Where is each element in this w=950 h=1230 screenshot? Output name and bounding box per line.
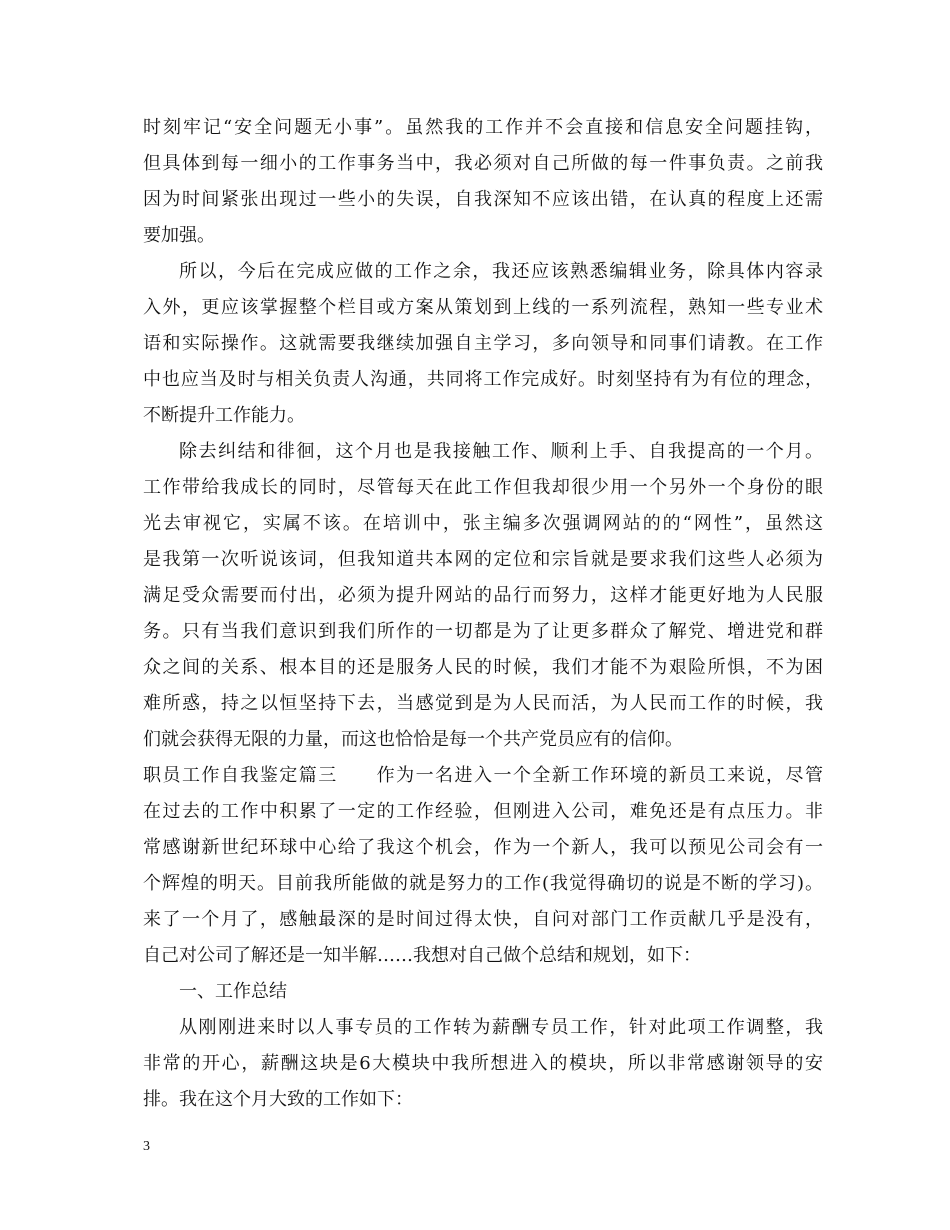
text-line: 难所惑，持之以恒坚持下去，当感觉到是为人民而活，为人民而工作的时候，我 <box>143 693 823 714</box>
text-line: 满足受众需要而付出，必须为提升网站的品行而努力，这样才能更好地为人民服 <box>143 585 823 606</box>
text-line: 时刻牢记“安全问题无小事”。虽然我的工作并不会直接和信息安全问题挂钩， <box>143 117 823 138</box>
page-number: 3 <box>143 1139 150 1154</box>
section-heading-line: 职员工作自我鉴定篇三 作为一名进入一个全新工作环境的新员工来说，尽管 <box>143 765 823 786</box>
paragraph-first-line: 所以，今后在完成应做的工作之余，我还应该熟悉编辑业务，除具体内容录 <box>179 261 823 282</box>
text-line: 因为时间紧张出现过一些小的失误，自我深知不应该出错，在认真的程度上还需 <box>143 189 823 210</box>
paragraph-first-line: 除去纠结和徘徊，这个月也是我接触工作、顺利上手、自我提高的一个月。 <box>179 441 823 462</box>
text-line: 个辉煌的明天。目前我所能做的就是努力的工作(我觉得确切的说是不断的学习)。 <box>143 873 823 894</box>
text-line: 中也应当及时与相关负责人沟通，共同将工作完成好。时刻坚持有为有位的理念， <box>143 369 823 390</box>
text-line: 光去审视它，实属不该。在培训中，张主编多次强调网站的的“网性”，虽然这 <box>143 513 823 534</box>
text-line: 不断提升工作能力。 <box>143 405 305 426</box>
text-line: 是我第一次听说该词，但我知道共本网的定位和宗旨就是要求我们这些人必须为 <box>143 549 823 570</box>
text-line: 自己对公司了解还是一知半解……我想对自己做个总结和规划，如下： <box>143 945 701 966</box>
text-line: 入外，更应该掌握整个栏目或方案从策划到上线的一系列流程，熟知一些专业术 <box>143 297 823 318</box>
text-line: 排。我在这个月大致的工作如下： <box>143 1089 413 1110</box>
text-line: 来了一个月了，感触最深的是时间过得太快，自问对部门工作贡献几乎是没有， <box>143 909 823 930</box>
text-line: 但具体到每一细小的工作事务当中，我必须对自己所做的每一件事负责。之前我 <box>143 153 823 174</box>
text-line: 众之间的关系、根本目的还是服务人民的时候，我们才能不为艰险所惧，不为困 <box>143 657 823 678</box>
text-line: 语和实际操作。这就需要我继续加强自主学习，多向领导和同事们请教。在工作 <box>143 333 823 354</box>
text-line: 在过去的工作中积累了一定的工作经验，但刚进入公司，难免还是有点压力。非 <box>143 801 823 822</box>
text-line: 们就会获得无限的力量，而这也恰恰是每一个共产党员应有的信仰。 <box>143 729 683 750</box>
text-line: 要加强。 <box>143 225 215 246</box>
text-line: 常感谢新世纪环球中心给了我这个机会，作为一个新人，我可以预见公司会有一 <box>143 837 823 858</box>
text-line: 非常的开心，薪酬这块是6大模块中我所想进入的模块，所以非常感谢领导的安 <box>143 1053 823 1074</box>
text-line: 工作带给我成长的同时，尽管每天在此工作但我却很少用一个另外一个身份的眼 <box>143 477 823 498</box>
subheading-line: 一、工作总结 <box>179 981 287 1002</box>
paragraph-first-line: 从刚刚进来时以人事专员的工作转为薪酬专员工作，针对此项工作调整，我 <box>179 1017 823 1038</box>
text-line: 务。只有当我们意识到我们所作的一切都是为了让更多群众了解党、增进党和群 <box>143 621 823 642</box>
